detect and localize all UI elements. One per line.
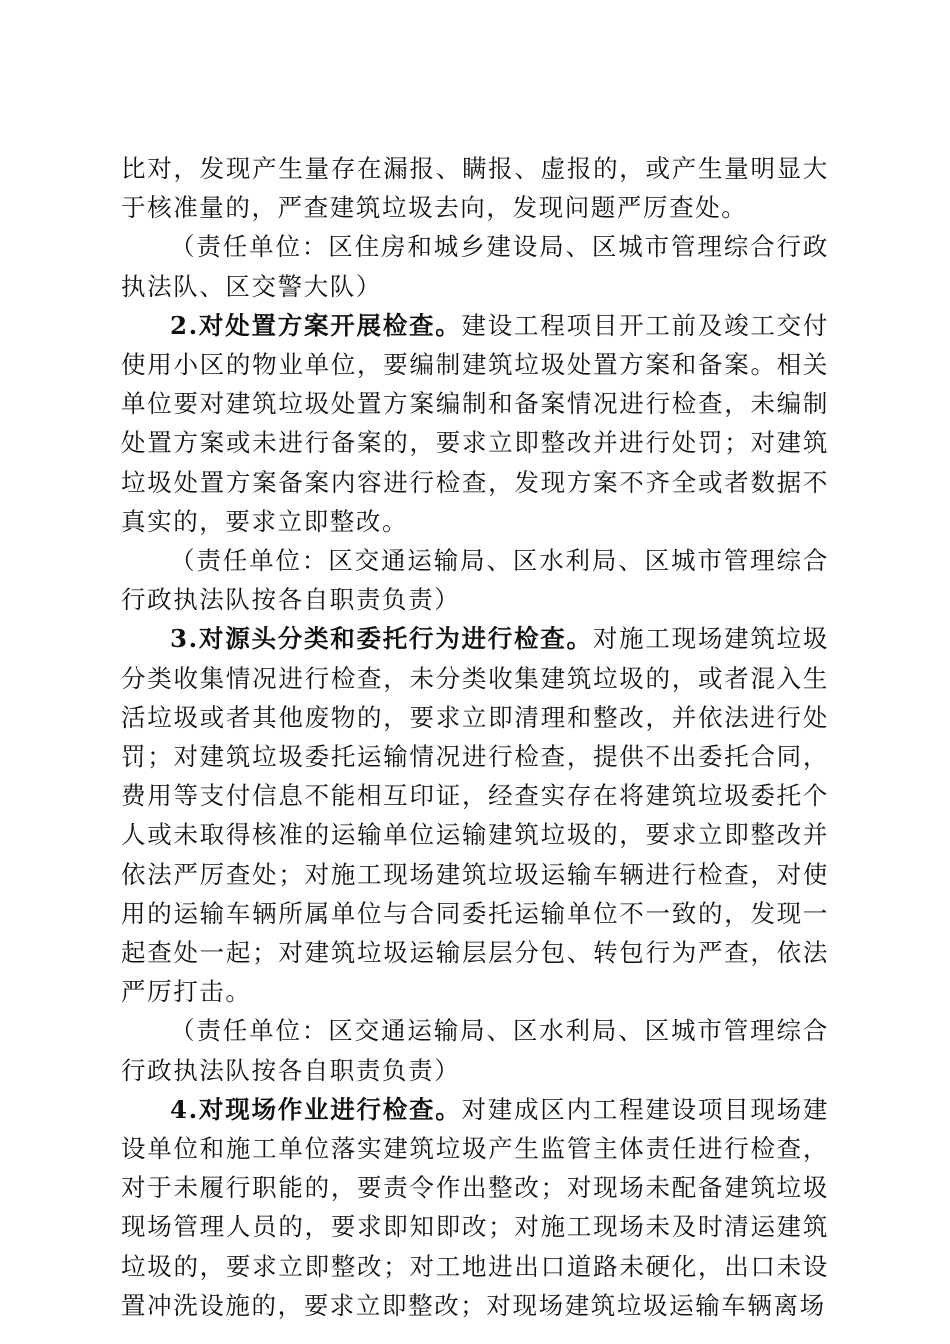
paragraph-body: 对施工现场建筑垃圾分类收集情况进行检查，未分类收集建筑垃圾的，或者混入生活垃圾或者其他废物的，要求立即清理和整改，并依法进行处罚；对建筑垃圾委托运输情况进行检查，提供不出委托合同，费用等支付信息不能相互印证，经查实存在将建筑垃圾委托个人或未取得核准的运输单位运输建筑垃圾的，要求立即整改并依法严厉查处；对施工现场建筑垃圾运输车辆进行检查，对使用的运输车辆所属单位与合同委托运输单位不一致的，发现一起查处一起；对建筑垃圾运输层层分包、转包行为严查，依法严厉打击。 [121,624,829,1007]
paragraph-body: （责任单位：区交通运输局、区水利局、区城市管理综合行政执法队按各自职责负责） [121,546,829,615]
responsibility-units-2 [121,541,829,619]
section-heading-2: 2.对处置方案开展检查。 [170,310,462,340]
paragraph-body: 比对，发现产生量存在漏报、瞒报、虚报的，或产生量明显大于核准量的，严查建筑垃圾去向，发现问题严厉查处。 [121,154,829,223]
document-page [121,149,829,1325]
section-item-3 [121,619,829,1011]
paragraph-body: 建设工程项目开工前及竣工交付使用小区的物业单位，要编制建筑垃圾处置方案和备案。相关单位要对建筑垃圾处置方案编制和备案情况进行检查，未编制处置方案或未进行备案的，要求立即整改并进行处罚；对建筑垃圾处置方案备案内容进行检查，发现方案不齐全或者数据不真实的，要求立即整改。 [121,310,829,536]
paragraph-body: （责任单位：区住房和城乡建设局、区城市管理综合行政执法队、区交警大队） [121,232,829,301]
paragraph-body: （责任单位：区交通运输局、区水利局、区城市管理综合行政执法队按各自职责负责） [121,1016,829,1085]
section-item-2 [121,306,829,541]
section-heading-4: 4.对现场作业进行检查。 [170,1094,462,1124]
responsibility-units-1 [121,227,829,305]
responsibility-units-3 [121,1011,829,1089]
paragraph-body: 对建成区内工程建设项目现场建设单位和施工单位落实建筑垃圾产生监管主体责任进行检查，对于未履行职能的，要责令作出整改；对现场未配备建筑垃圾现场管理人员的，要求即知即改；对施工现场未及时清运建筑垃圾的，要求立即整改；对工地进出口道路未硬化，出口未设置冲洗设施的，要求立即整改；对现场建筑垃圾运输车辆离场 [121,1094,829,1320]
section-item-4 [121,1090,829,1325]
paragraph-continuation [121,149,829,227]
section-heading-3: 3.对源头分类和委托行为进行检查。 [170,624,593,654]
